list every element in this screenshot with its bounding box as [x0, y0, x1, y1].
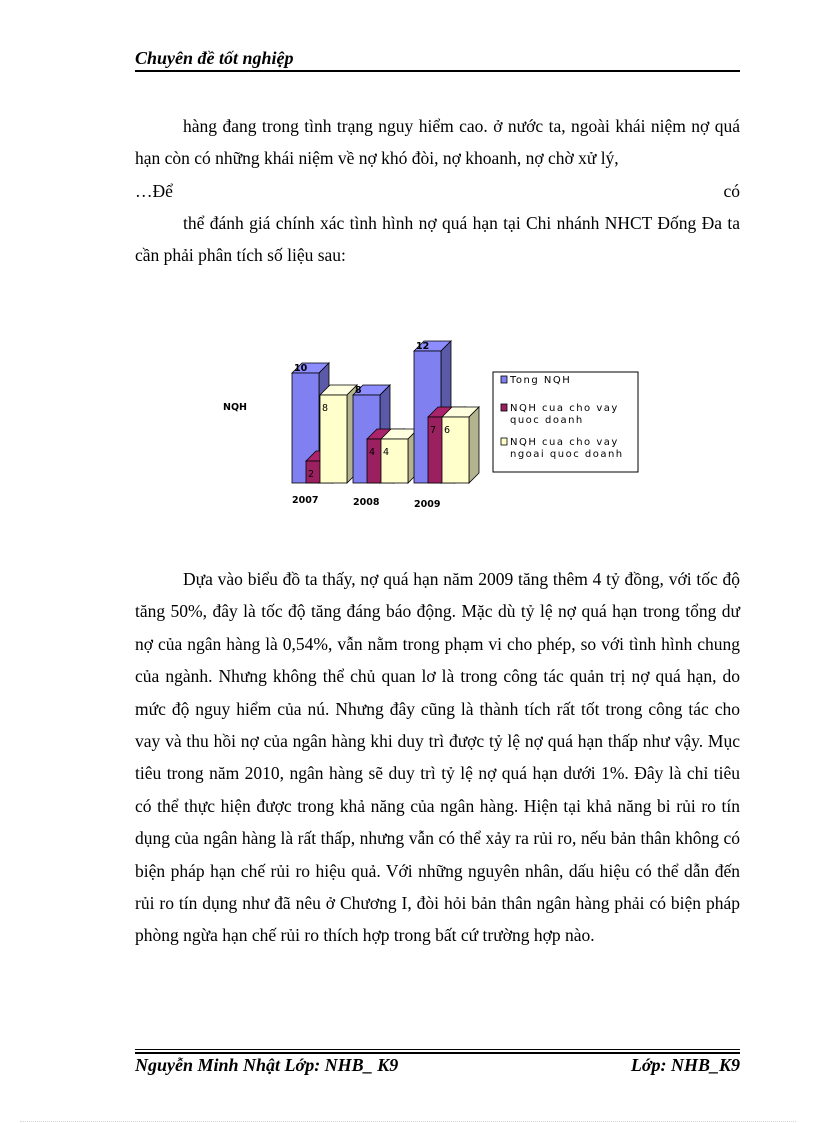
data-label-2008-series-1: 8 [355, 385, 362, 396]
data-label-2007-series-2: 2 [308, 469, 315, 480]
legend-label-3-line-1: NQH cua cho vay [510, 437, 619, 448]
bar-2009-series-3 [442, 407, 479, 483]
legend-label-2-line-2: quoc doanh [510, 415, 584, 426]
data-label-2007-series-1: 10 [294, 363, 308, 374]
page-bottom-border [20, 1121, 796, 1122]
paragraph-3 [135, 563, 740, 952]
chart-legend [493, 372, 638, 472]
legend-label-2-line-1: NQH cua cho vay [510, 403, 619, 414]
paragraph-1-dots: …Để [135, 180, 173, 201]
paragraph-1 [135, 110, 740, 207]
paragraph-1-end-line [135, 175, 740, 207]
footer-class: Lớp: NHB_K9 [630, 1055, 740, 1075]
chart-bars [292, 341, 479, 483]
data-label-2007-series-3: 8 [322, 403, 329, 414]
header-rule [135, 70, 740, 72]
footer-rule-thin [135, 1049, 740, 1050]
paragraph-2-text: thể đánh giá chính xác tình hình nợ quá hạn tại Chi nhánh NHCT Đống Đa ta cần phải phân tích số liệu sau: [135, 213, 740, 266]
legend-item-3 [501, 437, 624, 460]
data-label-2008-series-3: 4 [383, 447, 390, 458]
data-label-2008-series-2: 4 [369, 447, 376, 458]
header-title: Chuyên đề tốt nghiệp [135, 48, 294, 68]
x-tick-2007: 2007 [292, 495, 319, 506]
bar-2007-series-3 [320, 385, 357, 483]
legend-label-3-line-2: ngoai quoc doanh [510, 449, 624, 460]
chart-x-labels [292, 495, 440, 510]
paragraph-1-text: hàng đang trong tình trạng nguy hiểm cao. ở nước ta, ngoài khái niệm nợ quá hạn còn có những khái niệm về nợ khó đòi, nợ khoanh, nợ chờ xử lý, [135, 116, 740, 169]
nqh-bar-chart [210, 335, 650, 520]
x-tick-2009: 2009 [414, 499, 441, 510]
footer-author: Nguyễn Minh Nhật Lớp: NHB_ K9 [135, 1055, 399, 1075]
legend-label-1-line-1: Tong NQH [510, 375, 572, 386]
paragraph-2 [135, 207, 740, 272]
data-label-2009-series-1: 12 [416, 341, 430, 352]
data-label-2009-series-3: 6 [444, 425, 451, 436]
footer-rule-thick [135, 1052, 740, 1054]
legend-item-1 [501, 375, 571, 386]
data-label-2009-series-2: 7 [430, 425, 437, 436]
paragraph-1-trailing-word: có [723, 180, 740, 201]
paragraph-3-text: Dựa vào biểu đồ ta thấy, nợ quá hạn năm 2009 tăng thêm 4 tỷ đồng, với tốc độ tăng 50%, đây là tốc độ tăng đáng báo động. Mặc dù tỷ lệ nợ quá hạn trong tổng dư nợ của ngân hàng là 0,54%, vẫn nằm trong phạm vi cho phép, so với tình hình chung của ngành. Nhưng không thể chủ quan lơ là trong công tác quản trị nợ quá hạn, do mức độ nguy hiểm của nú. Nhưng đây cũng là thành tích rất tốt trong công tác cho vay và thu hồi nợ của ngân hàng khi duy trì được tỷ lệ nợ quá hạn thấp như vậy. Mục tiêu trong năm 2010, ngân hàng sẽ duy trì tỷ lệ nợ quá hạn dưới 1%. Đây là chỉ tiêu có thể thực hiện được trong khả năng của ngân hàng. Hiện tại khả năng bi rủi ro tín dụng của ngân hàng là rất thấp, nhưng vẫn có thể xảy ra rủi ro, nếu bản thân không có biện pháp hạn chế rủi ro hiệu quả. Với những nguyên nhân, dấu hiệu có thể dẫn đến rủi ro tín dụng như đã nêu ở Chương I, đòi hỏi bản thân ngân hàng phải có biện pháp phòng ngừa hạn chế rủi ro thích hợp trong bất cứ trường hợp nào. [135, 569, 740, 946]
x-tick-2008: 2008 [353, 497, 380, 508]
chart-y-label: NQH [223, 402, 247, 413]
